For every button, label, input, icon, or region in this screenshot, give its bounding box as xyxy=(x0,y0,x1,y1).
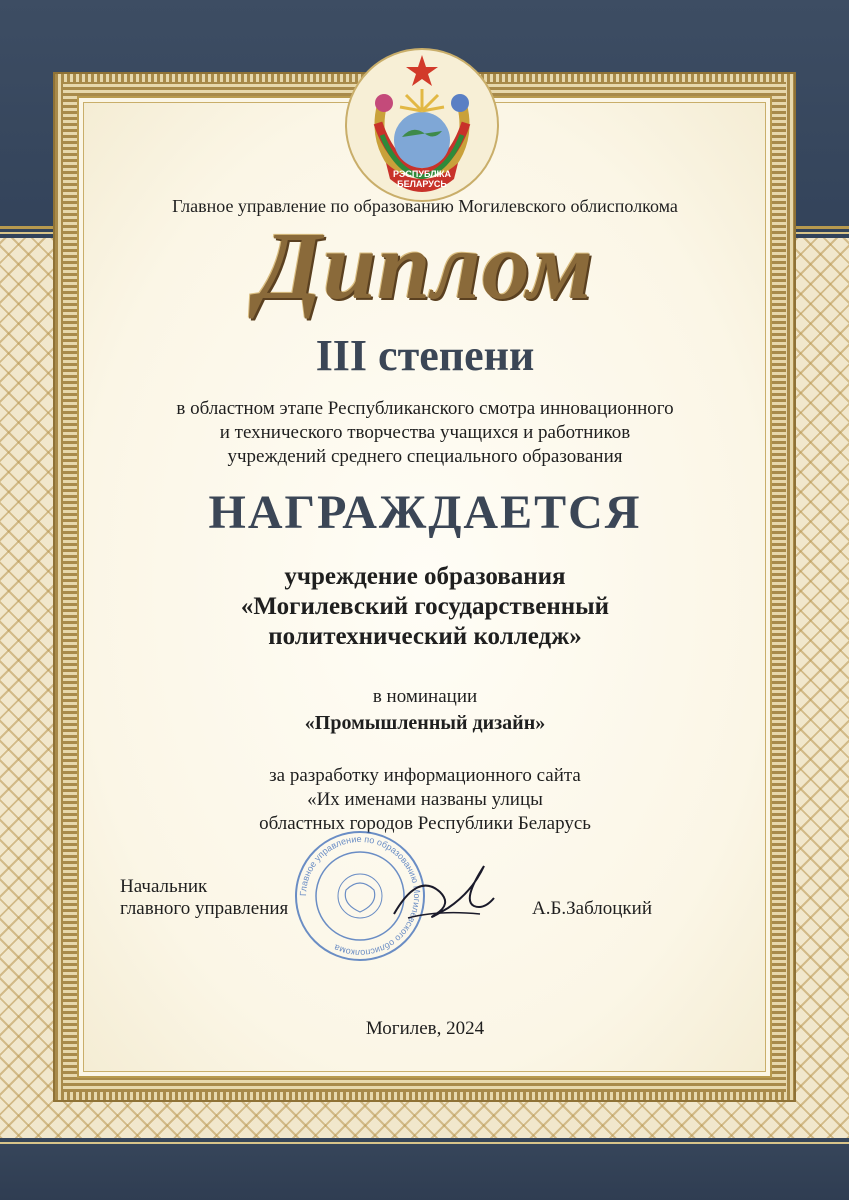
emblem-ribbon-line2: БЕЛАРУСЬ xyxy=(397,179,447,189)
stamp-text: Главное управление по образованию Могилевского облисполкома xyxy=(297,833,423,959)
diploma-title: Диплом xyxy=(256,212,594,319)
nomination-value: «Промышленный дизайн» xyxy=(304,712,546,734)
city-year: Могилев, 2024 xyxy=(365,1018,485,1039)
event-line: учреждений среднего специального образования xyxy=(227,446,623,467)
event-description xyxy=(110,397,740,469)
signature-icon xyxy=(388,852,498,932)
recipient xyxy=(110,562,740,652)
belarus-emblem-icon xyxy=(342,45,502,205)
event-line: и технического творчества учащихся и работников xyxy=(219,422,631,443)
position-line: Начальник xyxy=(120,876,208,897)
emblem-ribbon-line1: РЭСПУБЛІКА xyxy=(392,169,452,179)
event-line: в областном этапе Республиканского смотра инновационного xyxy=(176,398,674,419)
reason-line: областных городов Республики Беларусь xyxy=(259,813,591,834)
recipient-line: учреждение образования xyxy=(284,563,566,590)
issuing-authority: Главное управление по образованию Могилевского облисполкома xyxy=(172,196,678,216)
bottom-gold-line xyxy=(0,1142,849,1144)
recipient-line: политехнический колледж» xyxy=(268,623,582,650)
award-reason xyxy=(110,764,740,836)
reason-line: «Их именами названы улицы xyxy=(307,789,543,810)
bottom-dark-band xyxy=(0,1138,849,1200)
reason-line: за разработку информационного сайта xyxy=(269,765,581,786)
signer-name: А.Б.Заблоцкий xyxy=(532,898,652,919)
recipient-line: «Могилевский государственный xyxy=(240,593,610,620)
awarded-heading: НАГРАЖДАЕТСЯ xyxy=(208,486,642,539)
position-line: главного управления xyxy=(120,898,289,919)
nomination-label: в номинации xyxy=(372,686,478,707)
diploma-degree: III степени xyxy=(315,331,535,380)
